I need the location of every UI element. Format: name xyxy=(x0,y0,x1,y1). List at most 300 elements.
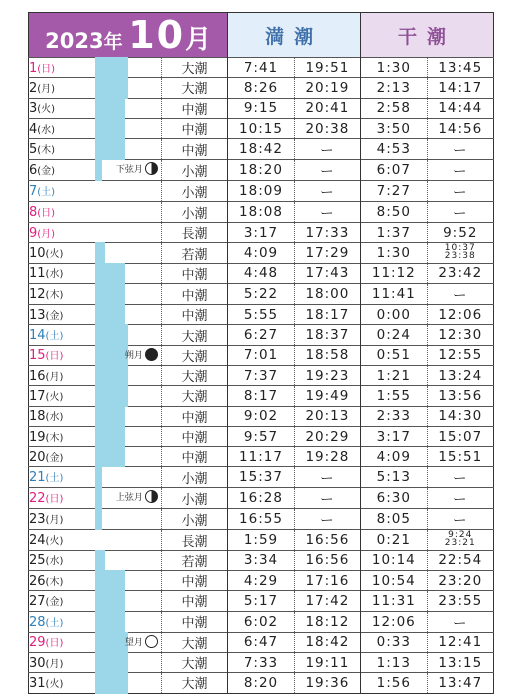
weekday: (土) xyxy=(45,617,64,629)
moon-cell xyxy=(95,591,161,611)
tide-type: 小潮 xyxy=(161,202,227,223)
date-cell xyxy=(29,571,95,591)
tide-strength-bar xyxy=(95,324,128,345)
tide-type: 中潮 xyxy=(161,305,227,325)
table-header xyxy=(29,13,494,58)
date-cell xyxy=(29,632,95,652)
low-tide-1: 1:30 xyxy=(361,243,427,263)
high-tide-1: 6:47 xyxy=(228,632,294,652)
moon-cell xyxy=(95,58,161,78)
day-number: 12 xyxy=(29,287,46,303)
day-number: 23 xyxy=(29,512,46,528)
tide-strength-bar xyxy=(95,138,125,160)
day-number: 26 xyxy=(29,573,46,589)
moon-cell xyxy=(95,509,161,530)
high-tide-2: 18:58 xyxy=(294,345,360,365)
date-cell xyxy=(29,365,95,385)
date-cell xyxy=(29,386,95,406)
high-tide-2: 19:23 xyxy=(294,365,360,385)
tide-strength-bar xyxy=(95,345,128,366)
tide-type: 大潮 xyxy=(161,386,227,406)
low-tide-2-double: 9:24 23:21 xyxy=(444,530,476,549)
moon-cell xyxy=(95,652,161,672)
moon-phase-label: 下弦月 xyxy=(115,165,143,176)
moon-phase-label: 上弦月 xyxy=(115,493,143,504)
table-row xyxy=(29,652,494,672)
weekday: (日) xyxy=(37,63,56,75)
date-cell xyxy=(29,488,95,509)
low-tide-1: 0:51 xyxy=(361,345,427,365)
moon-cell xyxy=(95,345,161,365)
day-number: 8 xyxy=(29,205,38,221)
moon-first-icon xyxy=(145,490,158,503)
day-number: 6 xyxy=(29,163,38,179)
high-tide-1: 6:02 xyxy=(228,611,294,632)
date-cell xyxy=(29,181,95,202)
weekday: (土) xyxy=(37,187,56,199)
low-tide-2: 23:55 xyxy=(427,591,493,611)
date-cell xyxy=(29,243,95,263)
high-tide-1: 18:09 xyxy=(228,181,294,202)
title-month-kanji: 月 xyxy=(185,25,212,55)
high-tide-2: ー xyxy=(294,139,360,160)
day-number: 31 xyxy=(29,675,46,691)
weekday: (日) xyxy=(45,494,64,506)
low-tide-1: 0:21 xyxy=(361,530,427,550)
date-cell xyxy=(29,139,95,160)
high-tide-2: 18:17 xyxy=(294,305,360,325)
day-number: 22 xyxy=(29,491,46,507)
weekday: (火) xyxy=(45,391,64,403)
low-tide-2-double: 10:37 23:38 xyxy=(444,243,476,262)
weekday: (月) xyxy=(45,371,64,383)
tide-type: 中潮 xyxy=(161,284,227,305)
tide-type: 大潮 xyxy=(161,365,227,385)
moon-cell xyxy=(95,611,161,632)
low-tide-1: 3:17 xyxy=(361,426,427,446)
low-tide-1: 0:24 xyxy=(361,325,427,345)
table-row xyxy=(29,243,494,263)
day-number: 29 xyxy=(29,635,46,651)
tide-type: 中潮 xyxy=(161,406,227,426)
high-tide-2: 20:38 xyxy=(294,118,360,138)
moon-cell xyxy=(95,488,161,509)
high-tide-1: 5:22 xyxy=(228,284,294,305)
table-row xyxy=(29,139,494,160)
low-tide-2: 12:41 xyxy=(427,632,493,652)
high-tide-1: 8:20 xyxy=(228,673,294,693)
date-cell xyxy=(29,78,95,98)
tide-strength-bar xyxy=(95,283,125,305)
tide-type: 大潮 xyxy=(161,78,227,98)
weekday: (木) xyxy=(37,145,56,157)
high-tide-2: 19:36 xyxy=(294,673,360,693)
low-tide-2: 14:56 xyxy=(427,118,493,138)
low-tide-1: 10:54 xyxy=(361,571,427,591)
day-number: 24 xyxy=(29,533,46,549)
low-tide-1: 7:27 xyxy=(361,181,427,202)
low-tide-1: 1:30 xyxy=(361,58,427,78)
tide-strength-bar xyxy=(95,487,102,509)
table-row xyxy=(29,673,494,693)
tide-type: 小潮 xyxy=(161,181,227,202)
table-row xyxy=(29,202,494,223)
tide-strength-bar xyxy=(95,406,125,427)
table-row xyxy=(29,426,494,446)
low-tide-2: 13:47 xyxy=(427,673,493,693)
day-number: 15 xyxy=(29,348,46,364)
low-tide-2: 13:15 xyxy=(427,652,493,672)
weekday: (土) xyxy=(45,473,64,485)
high-tide-2: 20:19 xyxy=(294,78,360,98)
date-cell xyxy=(29,611,95,632)
high-tide-2: 19:49 xyxy=(294,386,360,406)
table-row xyxy=(29,181,494,202)
high-tide-1: 7:01 xyxy=(228,345,294,365)
low-tide-1: 1:37 xyxy=(361,223,427,243)
tide-type: 大潮 xyxy=(161,673,227,693)
table-row xyxy=(29,591,494,611)
high-tide-1: 3:17 xyxy=(228,223,294,243)
date-cell xyxy=(29,345,95,365)
high-tide-1: 18:42 xyxy=(228,139,294,160)
low-tide-2: 23:20 xyxy=(427,571,493,591)
high-tide-2: ー xyxy=(294,202,360,223)
low-tide-2: ー xyxy=(427,284,493,305)
weekday: (月) xyxy=(45,515,64,527)
high-tide-1: 1:59 xyxy=(228,530,294,550)
table-row xyxy=(29,58,494,78)
tide-strength-bar xyxy=(95,426,125,447)
low-tide-2: 12:30 xyxy=(427,325,493,345)
weekday: (金) xyxy=(45,310,64,322)
moon-cell xyxy=(95,160,161,181)
table-row xyxy=(29,365,494,385)
moon-cell xyxy=(95,550,161,570)
date-cell xyxy=(29,263,95,283)
table-row xyxy=(29,325,494,345)
tide-strength-bar xyxy=(95,446,125,467)
low-tide-2: 22:54 xyxy=(427,550,493,570)
low-tide-1: 5:13 xyxy=(361,467,427,488)
low-tide-1: 2:33 xyxy=(361,406,427,426)
tide-type: 中潮 xyxy=(161,263,227,283)
low-tide-2: ー xyxy=(427,139,493,160)
low-tide-2: ー xyxy=(427,488,493,509)
low-tide-1: 4:09 xyxy=(361,447,427,467)
high-tide-1: 4:29 xyxy=(228,571,294,591)
tide-type: 中潮 xyxy=(161,611,227,632)
tide-type: 中潮 xyxy=(161,571,227,591)
high-tide-2: 20:13 xyxy=(294,406,360,426)
moon-cell xyxy=(95,263,161,283)
low-tide-1: 1:21 xyxy=(361,365,427,385)
day-number: 9 xyxy=(29,225,38,241)
high-tide-2: 17:33 xyxy=(294,223,360,243)
low-tide-2: ー xyxy=(427,509,493,530)
tide-type: 小潮 xyxy=(161,488,227,509)
low-tide-1: 1:55 xyxy=(361,386,427,406)
low-tide-2: 14:17 xyxy=(427,78,493,98)
low-tide-1: 8:50 xyxy=(361,202,427,223)
low-tide-2: ー xyxy=(427,611,493,632)
tide-type: 大潮 xyxy=(161,652,227,672)
moon-phase xyxy=(125,348,158,361)
table-row xyxy=(29,467,494,488)
date-cell xyxy=(29,673,95,693)
date-cell xyxy=(29,509,95,530)
high-tide-1: 5:55 xyxy=(228,305,294,325)
table-row xyxy=(29,284,494,305)
low-tide-1: 4:53 xyxy=(361,139,427,160)
weekday: (木) xyxy=(45,576,64,588)
date-cell xyxy=(29,530,95,550)
tide-strength-bar xyxy=(95,159,102,181)
tide-rows xyxy=(29,58,494,694)
moon-cell xyxy=(95,632,161,652)
high-tide-1: 7:41 xyxy=(228,58,294,78)
moon-phase xyxy=(125,635,158,648)
high-tide-2: 18:00 xyxy=(294,284,360,305)
low-tide-1: 11:41 xyxy=(361,284,427,305)
high-tide-2: 20:29 xyxy=(294,426,360,446)
moon-cell xyxy=(95,118,161,138)
moon-cell xyxy=(95,139,161,160)
tide-strength-bar xyxy=(95,263,125,284)
day-number: 25 xyxy=(29,553,46,569)
tide-strength-bar xyxy=(95,652,128,673)
high-tide-1: 6:27 xyxy=(228,325,294,345)
high-tide-2: 17:42 xyxy=(294,591,360,611)
high-tide-1: 18:08 xyxy=(228,202,294,223)
day-number: 14 xyxy=(29,328,46,344)
low-tide-2: ー xyxy=(427,202,493,223)
high-tide-1: 15:37 xyxy=(228,467,294,488)
date-cell xyxy=(29,284,95,305)
table-row xyxy=(29,611,494,632)
day-number: 17 xyxy=(29,388,46,404)
table-row xyxy=(29,550,494,570)
tide-type: 中潮 xyxy=(161,98,227,118)
tide-type: 長潮 xyxy=(161,223,227,243)
high-tide-1: 10:15 xyxy=(228,118,294,138)
tide-strength-bar xyxy=(95,304,125,325)
high-tide-2: 16:56 xyxy=(294,530,360,550)
day-number: 20 xyxy=(29,449,46,465)
tide-strength-bar xyxy=(95,508,102,530)
high-tide-2: 19:28 xyxy=(294,447,360,467)
day-number: 13 xyxy=(29,307,46,323)
high-tide-1: 9:57 xyxy=(228,426,294,446)
table-row xyxy=(29,305,494,325)
tide-strength-bar xyxy=(95,385,128,406)
tide-strength-bar xyxy=(95,466,102,488)
date-cell xyxy=(29,550,95,570)
tide-strength-bar xyxy=(95,611,125,633)
table-row xyxy=(29,488,494,509)
high-tide-1: 9:02 xyxy=(228,406,294,426)
high-tide-1: 4:48 xyxy=(228,263,294,283)
month-title xyxy=(29,13,228,58)
tide-strength-bar xyxy=(95,77,128,98)
weekday: (木) xyxy=(45,290,64,302)
low-tide-2 xyxy=(427,530,493,550)
low-tide-2: ー xyxy=(427,467,493,488)
tide-type: 中潮 xyxy=(161,591,227,611)
table-row xyxy=(29,263,494,283)
title-year: 2023 xyxy=(45,29,104,53)
date-cell xyxy=(29,223,95,243)
tide-type: 小潮 xyxy=(161,160,227,181)
day-number: 3 xyxy=(29,101,38,117)
table-row xyxy=(29,386,494,406)
table-row xyxy=(29,406,494,426)
table-row xyxy=(29,78,494,98)
weekday: (金) xyxy=(37,166,56,178)
moon-new-icon xyxy=(145,348,158,361)
moon-cell xyxy=(95,447,161,467)
low-tide-1: 2:13 xyxy=(361,78,427,98)
moon-cell xyxy=(95,325,161,345)
low-tide-1: 3:50 xyxy=(361,118,427,138)
low-tide-2: 14:30 xyxy=(427,406,493,426)
low-tide-2: 14:44 xyxy=(427,98,493,118)
tide-type: 中潮 xyxy=(161,139,227,160)
day-number: 19 xyxy=(29,429,46,445)
high-tide-2: 19:51 xyxy=(294,58,360,78)
moon-phase-label: 朔月 xyxy=(124,350,143,361)
low-tide-1: 6:07 xyxy=(361,160,427,181)
day-number: 16 xyxy=(29,368,46,384)
moon-last-icon xyxy=(145,162,158,175)
high-tide-2: 19:11 xyxy=(294,652,360,672)
day-number: 28 xyxy=(29,614,46,630)
tide-strength-bar xyxy=(95,98,125,119)
table-row xyxy=(29,509,494,530)
high-tide-2: 18:42 xyxy=(294,632,360,652)
tide-type: 大潮 xyxy=(161,632,227,652)
low-tide-2: 13:24 xyxy=(427,365,493,385)
high-tide-2: ー xyxy=(294,181,360,202)
high-tide-1: 4:09 xyxy=(228,243,294,263)
table-row xyxy=(29,571,494,591)
low-tide-2: 12:55 xyxy=(427,345,493,365)
tide-type: 大潮 xyxy=(161,58,227,78)
moon-cell xyxy=(95,98,161,118)
tide-strength-bar xyxy=(95,242,105,263)
weekday: (木) xyxy=(45,432,64,444)
table-row xyxy=(29,118,494,138)
tide-strength-bar xyxy=(95,672,128,693)
low-tide-2: ー xyxy=(427,160,493,181)
table-row xyxy=(29,632,494,652)
table-row xyxy=(29,223,494,243)
date-cell xyxy=(29,118,95,138)
high-tide-1: 9:15 xyxy=(228,98,294,118)
tide-type: 大潮 xyxy=(161,345,227,365)
high-tide-2: 17:29 xyxy=(294,243,360,263)
weekday: (火) xyxy=(45,536,64,548)
date-cell xyxy=(29,467,95,488)
low-tide-1: 11:12 xyxy=(361,263,427,283)
high-tide-1: 8:26 xyxy=(228,78,294,98)
day-number: 1 xyxy=(29,60,38,76)
low-tide-2: 13:56 xyxy=(427,386,493,406)
date-cell xyxy=(29,406,95,426)
high-tide-1: 3:34 xyxy=(228,550,294,570)
date-cell xyxy=(29,426,95,446)
moon-cell xyxy=(95,406,161,426)
high-tide-2: ー xyxy=(294,509,360,530)
tide-type: 中潮 xyxy=(161,118,227,138)
high-tide-1: 11:17 xyxy=(228,447,294,467)
weekday: (水) xyxy=(45,269,64,281)
high-tide-2: ー xyxy=(294,160,360,181)
weekday: (月) xyxy=(37,83,56,95)
tide-strength-bar xyxy=(95,632,128,653)
low-tide-1: 10:14 xyxy=(361,550,427,570)
table-row xyxy=(29,447,494,467)
tide-strength-bar xyxy=(95,365,128,386)
moon-phase xyxy=(116,162,158,175)
moon-cell xyxy=(95,284,161,305)
low-tide-2: 9:52 xyxy=(427,223,493,243)
table-row xyxy=(29,160,494,181)
weekday: (水) xyxy=(37,124,56,136)
tide-type: 中潮 xyxy=(161,426,227,446)
weekday: (金) xyxy=(45,596,64,608)
table-row xyxy=(29,345,494,365)
weekday: (月) xyxy=(45,658,64,670)
weekday: (月) xyxy=(37,228,56,240)
weekday: (水) xyxy=(45,412,64,424)
high-tide-2: ー xyxy=(294,467,360,488)
moon-cell xyxy=(95,467,161,488)
date-cell xyxy=(29,160,95,181)
moon-cell xyxy=(95,78,161,98)
weekday: (水) xyxy=(45,556,64,568)
high-tide-1: 7:37 xyxy=(228,365,294,385)
day-number: 7 xyxy=(29,184,38,200)
table-row xyxy=(29,98,494,118)
date-cell xyxy=(29,98,95,118)
tide-strength-bar xyxy=(95,570,125,591)
weekday: (日) xyxy=(45,638,64,650)
low-tide-2: 13:45 xyxy=(427,58,493,78)
high-tide-2: 16:56 xyxy=(294,550,360,570)
high-tide-2: ー xyxy=(294,488,360,509)
low-tide-1: 11:31 xyxy=(361,591,427,611)
date-cell xyxy=(29,58,95,78)
date-cell xyxy=(29,325,95,345)
day-number: 5 xyxy=(29,142,38,158)
day-number: 21 xyxy=(29,470,46,486)
moon-cell xyxy=(95,571,161,591)
title-month: 10 xyxy=(128,13,186,57)
moon-phase xyxy=(116,490,158,503)
low-tide-2: 23:42 xyxy=(427,263,493,283)
tide-strength-bar xyxy=(95,118,125,139)
day-number: 30 xyxy=(29,655,46,671)
low-tide-2: ー xyxy=(427,181,493,202)
weekday: (土) xyxy=(45,331,64,343)
low-tide-1: 6:30 xyxy=(361,488,427,509)
tide-type: 若潮 xyxy=(161,243,227,263)
moon-cell xyxy=(95,223,161,243)
high-tide-1: 16:55 xyxy=(228,509,294,530)
high-tide-1: 8:17 xyxy=(228,386,294,406)
date-cell xyxy=(29,202,95,223)
